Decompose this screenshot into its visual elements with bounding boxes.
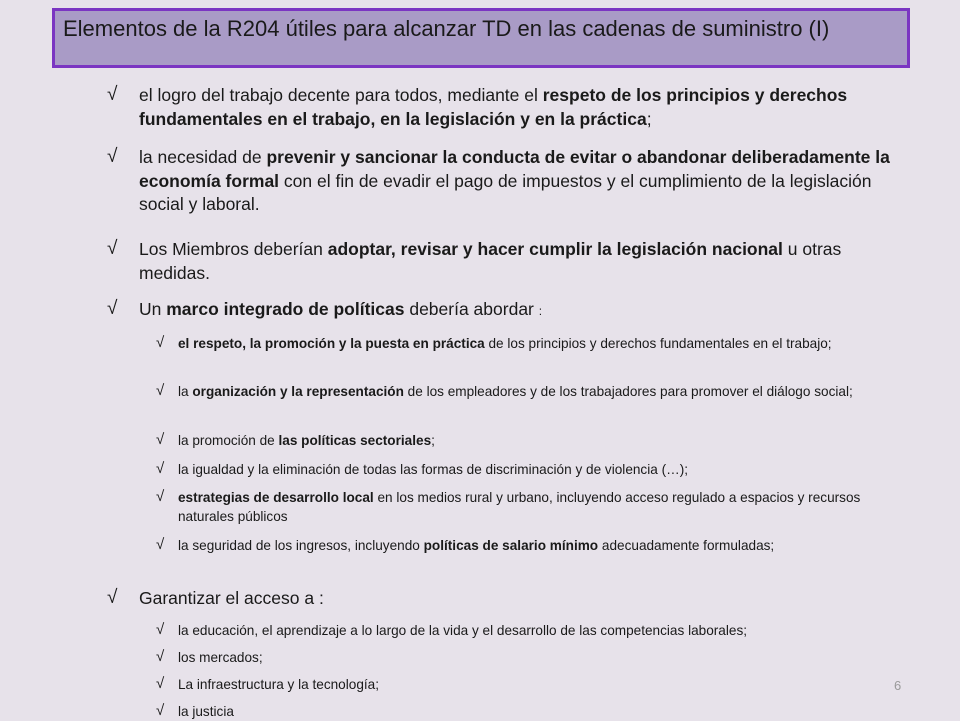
text-segment: ; xyxy=(431,433,435,448)
checkmark-icon: √ xyxy=(156,675,165,692)
bold-text-segment: el respeto, la promoción y la puesta en práctica xyxy=(178,336,485,351)
bullet-text xyxy=(178,382,918,401)
text-segment: de los empleadores y de los trabajadores para promover el diálogo social; xyxy=(403,384,853,399)
bold-text-segment: estrategias de desarrollo local xyxy=(178,490,374,505)
bullet-text xyxy=(178,488,918,526)
checkmark-icon: √ xyxy=(107,238,118,259)
bullet-text xyxy=(178,648,918,667)
text-segment: ; xyxy=(646,108,652,129)
bold-text-segment: prevenir y sancionar la conducta de evitar o abandonar deliberadamente la economía formal xyxy=(139,147,890,191)
slide-title: Elementos de la R204 útiles para alcanzar TD en las cadenas de suministro (I) xyxy=(63,16,830,41)
checkmark-icon: √ xyxy=(107,146,118,167)
bold-text-segment: adoptar, revisar y hacer cumplir la legislación nacional xyxy=(327,239,783,259)
bullet-text xyxy=(178,702,918,721)
bullet-text xyxy=(139,238,909,285)
bullet-text xyxy=(178,334,918,353)
text-segment: debería abordar xyxy=(404,299,539,319)
text-segment: la necesidad de xyxy=(139,147,267,167)
bold-text-segment: marco integrado de políticas xyxy=(166,299,405,319)
text-segment: la justicia xyxy=(178,704,234,719)
text-segment: adecuadamente formuladas; xyxy=(598,538,775,553)
bullet-text xyxy=(178,431,918,450)
text-segment: la seguridad de los ingresos, incluyendo xyxy=(178,538,424,553)
text-segment: Los Miembros deberían xyxy=(139,239,328,259)
bullet-text xyxy=(178,621,918,640)
bullet-text xyxy=(139,146,909,217)
text-segment: La infraestructura y la tecnología; xyxy=(178,677,379,692)
bullet-text xyxy=(139,84,909,131)
text-segment: con el fin de evadir el pago de impuestos y el cumplimiento de la legislación social y laboral. xyxy=(139,170,872,214)
checkmark-icon: √ xyxy=(156,460,165,477)
checkmark-icon: √ xyxy=(156,382,165,399)
text-segment: la educación, el aprendizaje a lo largo de la vida y el desarrollo de las competencias laborales; xyxy=(178,623,748,638)
text-segment: en los medios rural y urbano, incluyendo acceso regulado a espacios y recursos naturales públicos xyxy=(178,490,861,524)
bullet-text xyxy=(178,675,918,694)
checkmark-icon: √ xyxy=(156,648,165,665)
bold-text-segment: organización y la representación xyxy=(192,384,404,399)
bullet-text xyxy=(139,298,909,324)
bold-text-segment: respeto de los principios y derechos fundamentales en el trabajo, en la legislación y en la práctica xyxy=(139,85,848,129)
checkmark-icon: √ xyxy=(156,488,165,505)
bullet-text xyxy=(139,587,909,611)
page-number: 6 xyxy=(894,678,902,693)
checkmark-icon: √ xyxy=(156,334,165,351)
text-segment: la xyxy=(178,384,193,399)
text-segment: Un xyxy=(139,299,167,319)
bullet-text xyxy=(178,460,918,479)
checkmark-icon: √ xyxy=(156,431,165,448)
text-segment: la promoción de xyxy=(178,433,279,448)
checkmark-icon: √ xyxy=(156,702,165,719)
bullet-text xyxy=(178,536,918,555)
text-segment: : xyxy=(538,304,543,318)
bold-text-segment: las políticas sectoriales xyxy=(278,433,432,448)
checkmark-icon: √ xyxy=(156,621,165,638)
text-segment: de los principios y derechos fundamentales en el trabajo; xyxy=(484,336,832,351)
checkmark-icon: √ xyxy=(107,84,118,105)
text-segment: la igualdad y la eliminación de todas las formas de discriminación y de violencia (…); xyxy=(178,462,689,477)
checkmark-icon: √ xyxy=(107,298,118,319)
bold-text-segment: políticas de salario mínimo xyxy=(423,538,599,553)
text-segment: Garantizar el acceso a : xyxy=(139,588,324,608)
text-segment: el logro del trabajo decente para todos, mediante el xyxy=(139,85,543,105)
checkmark-icon: √ xyxy=(156,536,165,553)
text-segment: los mercados; xyxy=(178,650,263,665)
checkmark-icon: √ xyxy=(107,587,118,608)
text-segment: u otras medidas. xyxy=(139,239,842,283)
